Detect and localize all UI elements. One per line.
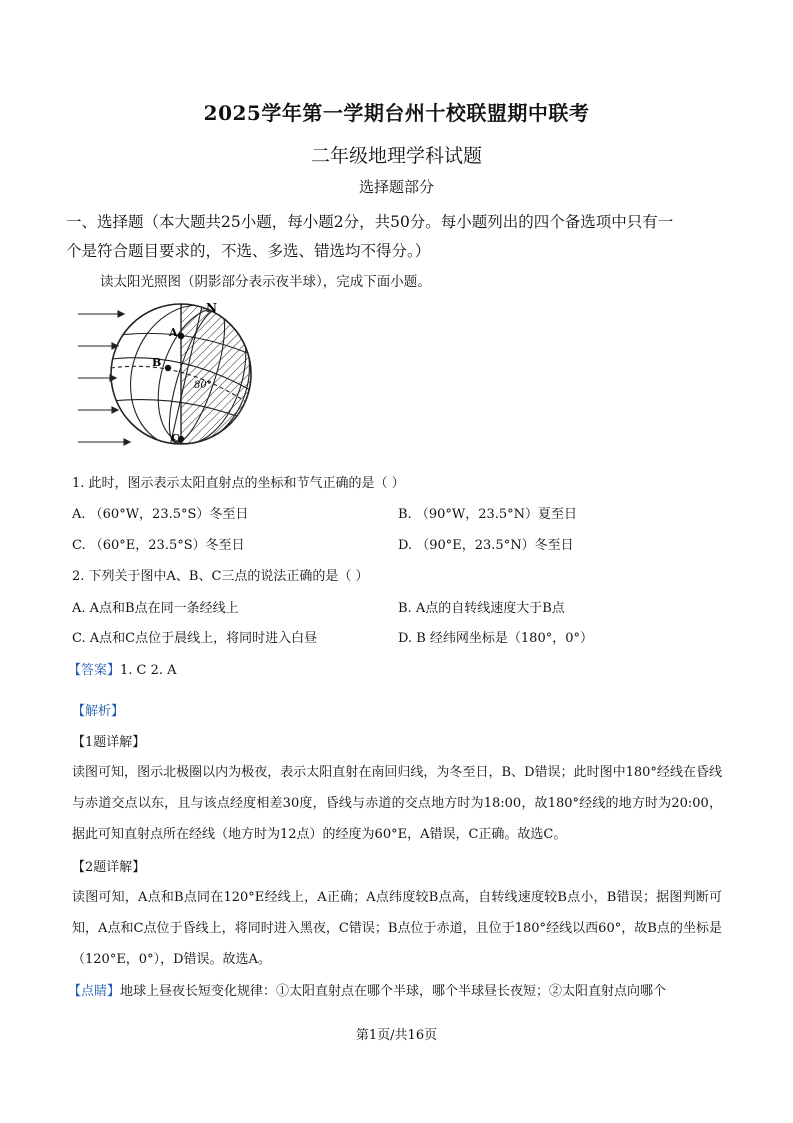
label-angle: 80° (194, 380, 212, 391)
question-2-stem: 2. 下列关于图中A、B、C三点的说法正确的是（ ） (72, 569, 369, 584)
detail-1-label: 【1题详解】 (72, 735, 146, 750)
question-1-option-c: C. （60°E，23.5°S）冬至日 (72, 538, 245, 553)
answer-label: 【答案】 (68, 663, 121, 678)
question-1-option-a: A. （60°W，23.5°S）冬至日 (72, 507, 249, 522)
question-2-option-b: B. A点的自转线速度大于B点 (398, 601, 565, 616)
part-heading: 选择题部分 (358, 178, 434, 196)
section-instructions-line2: 个是符合题目要求的，不选、多选、错选均不得分。） (66, 242, 431, 260)
label-a: A (169, 326, 178, 339)
answer-line (68, 659, 177, 678)
label-n: N (206, 301, 217, 315)
tip-text: 地球上昼夜长短变化规律：①太阳直射点在哪个半球，哪个半球昼长夜短；②太阳直射点向哪个 (120, 984, 667, 999)
sun-rays (78, 311, 130, 445)
detail-2-label: 【2题详解】 (72, 860, 146, 875)
question-1-option-d: D. （90°E，23.5°N）冬至日 (398, 538, 574, 553)
detail-2-text: 读图可知，A点和B点同在120°E经线上，A正确；A点纬度较B点高，自转线速度较B点小，B错误；据图判断可知，A点和C点位于昏线上，将同时进入黑夜，C错误；B点位于赤道，且位于180°经线以西60°，故B点的坐标是（120°E，0°），D错误。故选A。 (72, 890, 722, 967)
exam-subtitle: 二年级地理学科试题 (310, 145, 482, 167)
page-footer: 第1页/共16页 (355, 1028, 438, 1043)
detail-1-text: 读图可知，图示北极圈以内为极夜，表示太阳直射在南回归线，为冬至日，B、D错误；此时图中180°经线在昏线与赤道交点以东，且与该点经度相差30度，昏线与赤道的交点地方时为18:00，故180°经线的地方时为20:00，据此可知直射点所在经线（地方时为12点）的经度为60°E，A错误，C正确。故选C。 (72, 765, 722, 842)
label-c: C (171, 432, 180, 445)
sunlight-diagram (72, 296, 272, 456)
question-1-stem: 1. 此时，图示表示太阳直射点的坐标和节气正确的是（ ） (72, 476, 405, 491)
tip-label: 【点睛】 (68, 984, 121, 999)
question-2-option-c: C. A点和C点位于晨线上，将同时进入白昼 (72, 631, 318, 646)
question-1-option-b: B. （90°W，23.5°N）夏至日 (398, 507, 578, 522)
label-b: B (152, 356, 162, 369)
point-b (165, 365, 171, 371)
exam-title: 2025学年第一学期台州十校联盟期中联考 (203, 101, 590, 125)
point-a (178, 333, 184, 339)
question-2-option-a: A. A点和B点在同一条经线上 (72, 601, 239, 616)
answer-value: 1. C 2. A (120, 663, 177, 678)
question-2-option-d: D. B 经纬网坐标是（180°，0°） (398, 631, 593, 646)
question-intro: 读太阳光照图（阴影部分表示夜半球），完成下面小题。 (100, 274, 431, 290)
section-instructions-line1: 一、选择题（本大题共25小题，每小题2分，共50分。每小题列出的四个备选项中只有一 (66, 213, 674, 231)
tip-line (68, 980, 666, 999)
analysis-label: 【解析】 (72, 704, 125, 719)
